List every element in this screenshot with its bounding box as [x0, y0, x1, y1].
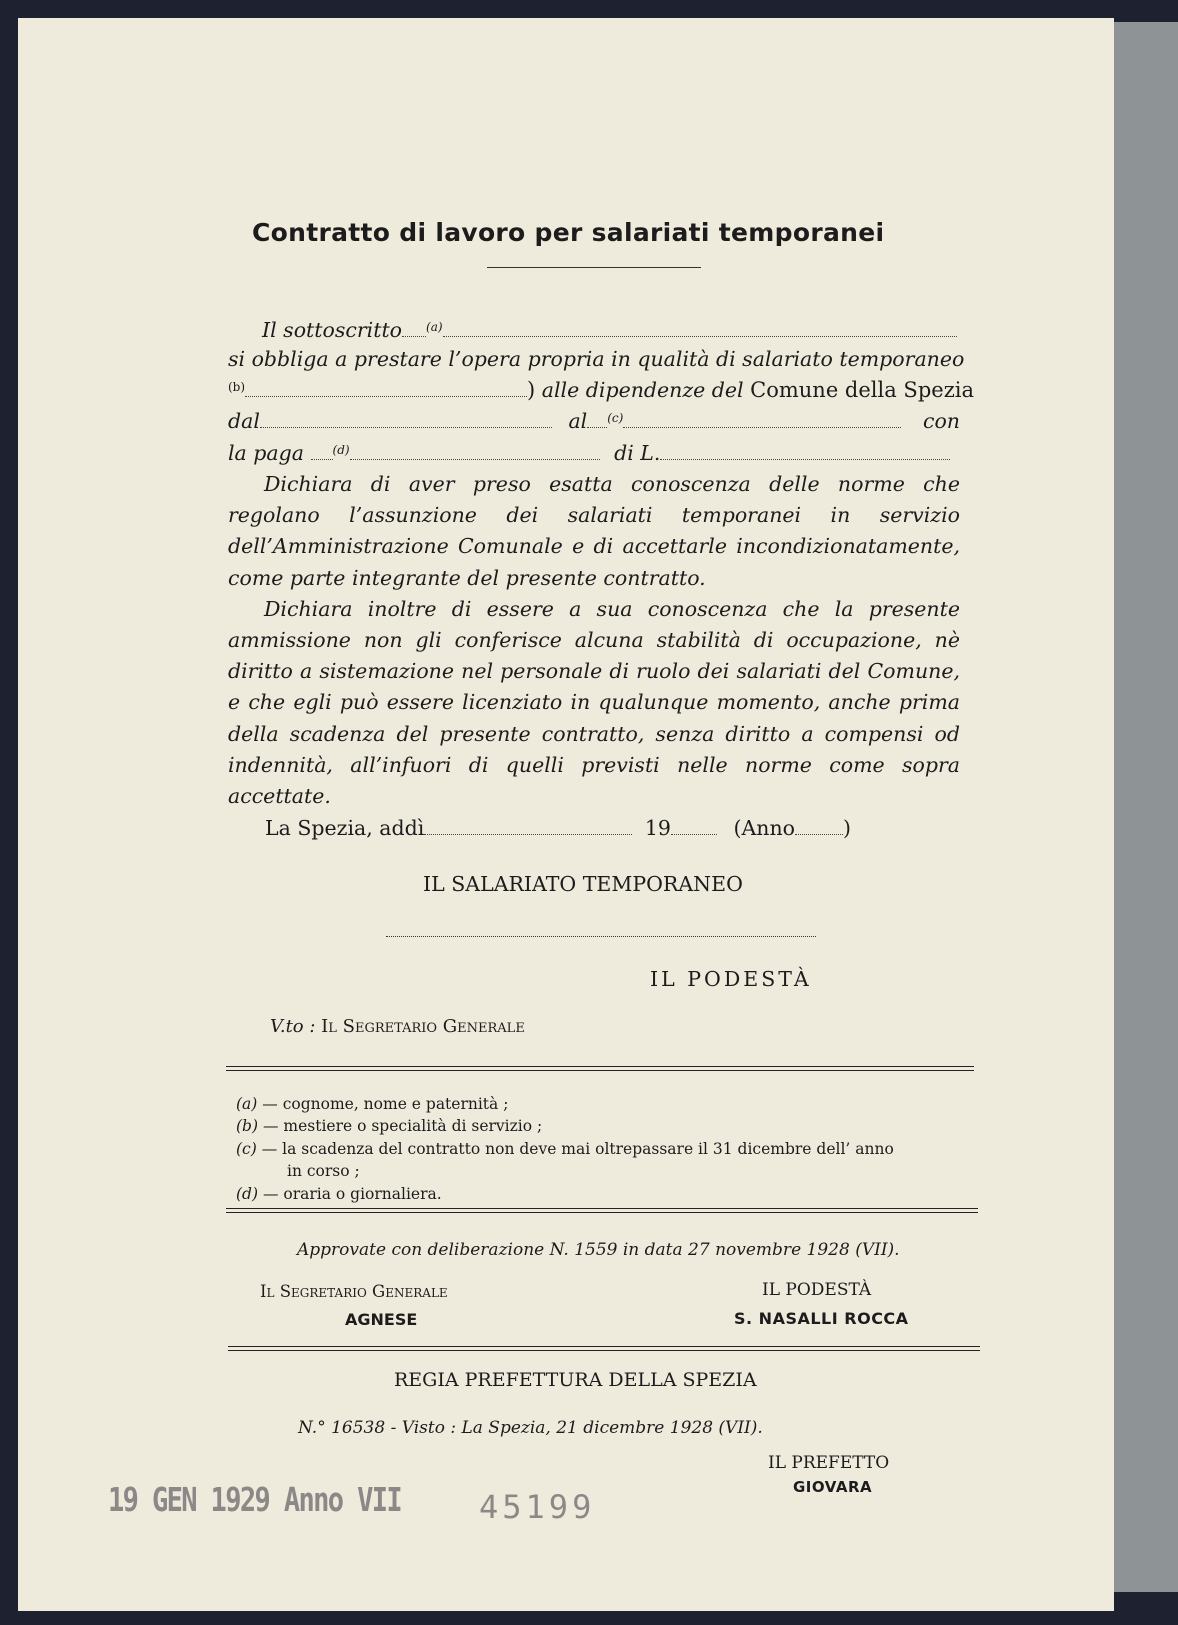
segretario-title: Il Segretario Generale	[321, 1016, 525, 1037]
document-title: Contratto di lavoro per salariati temporanei	[252, 218, 885, 247]
footnote-b: (b) — mestiere o specialità di servizio ;	[236, 1117, 543, 1136]
declaration-text	[228, 469, 960, 812]
approval-segretario-name: AGNESE	[345, 1310, 418, 1329]
salariato-signature-title: IL SALARIATO TEMPORANEO	[423, 872, 743, 896]
footnotes	[236, 1093, 894, 1205]
prefetto-name: GIOVARA	[793, 1478, 873, 1496]
form-text-dipendenze: alle dipendenze del	[541, 378, 744, 402]
protocol-number-stamp: 45199	[479, 1488, 596, 1526]
pay-type-field[interactable]	[350, 444, 600, 460]
visto-line: V.to : Il Segretario Generale	[270, 1016, 525, 1037]
year-field[interactable]	[671, 819, 717, 835]
form-label-sottoscritto: Il sottoscritto	[262, 318, 403, 342]
footnote-c: (c) — la scadenza del contratto non deve mai oltrepassare il 31 dicembre dell’ anno	[236, 1139, 894, 1158]
prefettura-visto: N.° 16538 - Visto : La Spezia, 21 dicembre 1928 (VII).	[298, 1418, 763, 1438]
footnote-ref-d: (d)	[332, 443, 350, 457]
form-line-sottoscritto	[262, 318, 957, 342]
footnotes-top-rule	[226, 1066, 974, 1071]
anno-field[interactable]	[795, 819, 843, 835]
trade-field[interactable]	[245, 381, 527, 397]
footnotes-bottom-rule	[226, 1208, 978, 1213]
form-line-obbliga: si obbliga a prestare l’opera propria in qualità di salariato temporaneo	[228, 347, 965, 371]
footnote-d: (d) — oraria o giornaliera.	[236, 1184, 442, 1203]
prefetto-title: IL PREFETTO	[768, 1453, 890, 1473]
approval-podesta-title: IL PODESTÀ	[762, 1280, 872, 1300]
date-line: La Spezia, addì 19 (Anno )	[265, 816, 852, 840]
footnote-a: (a) — cognome, nome e paternità ;	[236, 1095, 509, 1113]
footnote-c-continuation: in corso ;	[287, 1162, 360, 1181]
comune-name: Comune della Spezia	[750, 378, 974, 402]
footnote-ref-c: (c)	[607, 411, 624, 425]
date-received-stamp: 19 GEN 1929 Anno VII	[108, 1480, 402, 1519]
prefettura-heading: REGIA PREFETTURA DELLA SPEZIA	[394, 1369, 757, 1391]
background-strip	[1110, 22, 1178, 1592]
declaration-paragraph-2: Dichiara inoltre di essere a sua conoscenza che la presente ammissione non gli conferisce alcuna stabilità di occupazione, nè diritto a sistemazione nel personale di ruolo dei salariati del Comune, e che egli può essere licenziato in qualunque momento, anche prima della scadenza del presente contratto, senza diritto a compensi od indennità, all’infuori di quelli previsti nelle norme come sopra accettate.	[228, 596, 960, 809]
approval-bottom-rule	[228, 1346, 980, 1351]
approval-text: Approvate con deliberazione N. 1559 in data 27 novembre 1928 (VII).	[297, 1240, 900, 1260]
form-line-mestiere: $^{(b)}$ ) alle dipendenze del Comune della Spezia	[228, 378, 974, 402]
start-date-field[interactable]	[260, 412, 552, 428]
form-line-dal-al: dal al $^{(c)}$ con	[228, 409, 960, 433]
salariato-signature-line[interactable]	[386, 936, 816, 937]
end-date-field[interactable]	[623, 412, 901, 428]
footnote-ref-a: (a)	[426, 320, 443, 334]
footnote-ref-b: (b)	[228, 380, 246, 394]
approval-segretario-title: Il Segretario Generale	[260, 1282, 448, 1301]
declaration-paragraph-1: Dichiara di aver preso esatta conoscenza delle norme che regolano l’assunzione dei salariati temporanei in servizio dell’Amministrazione Comunale e di accettarle incondizionatamente, come parte integrante del presente contratto.	[228, 472, 960, 590]
name-field[interactable]	[443, 321, 957, 337]
form-line-paga: la paga $^{(d)}$ di L.	[228, 441, 950, 465]
pay-amount-field[interactable]	[660, 444, 950, 460]
approval-podesta-name: S. NASALLI ROCCA	[734, 1309, 909, 1328]
podesta-signature-title: IL PODESTÀ	[650, 967, 812, 991]
day-field[interactable]	[424, 819, 632, 835]
title-underline	[487, 267, 701, 268]
